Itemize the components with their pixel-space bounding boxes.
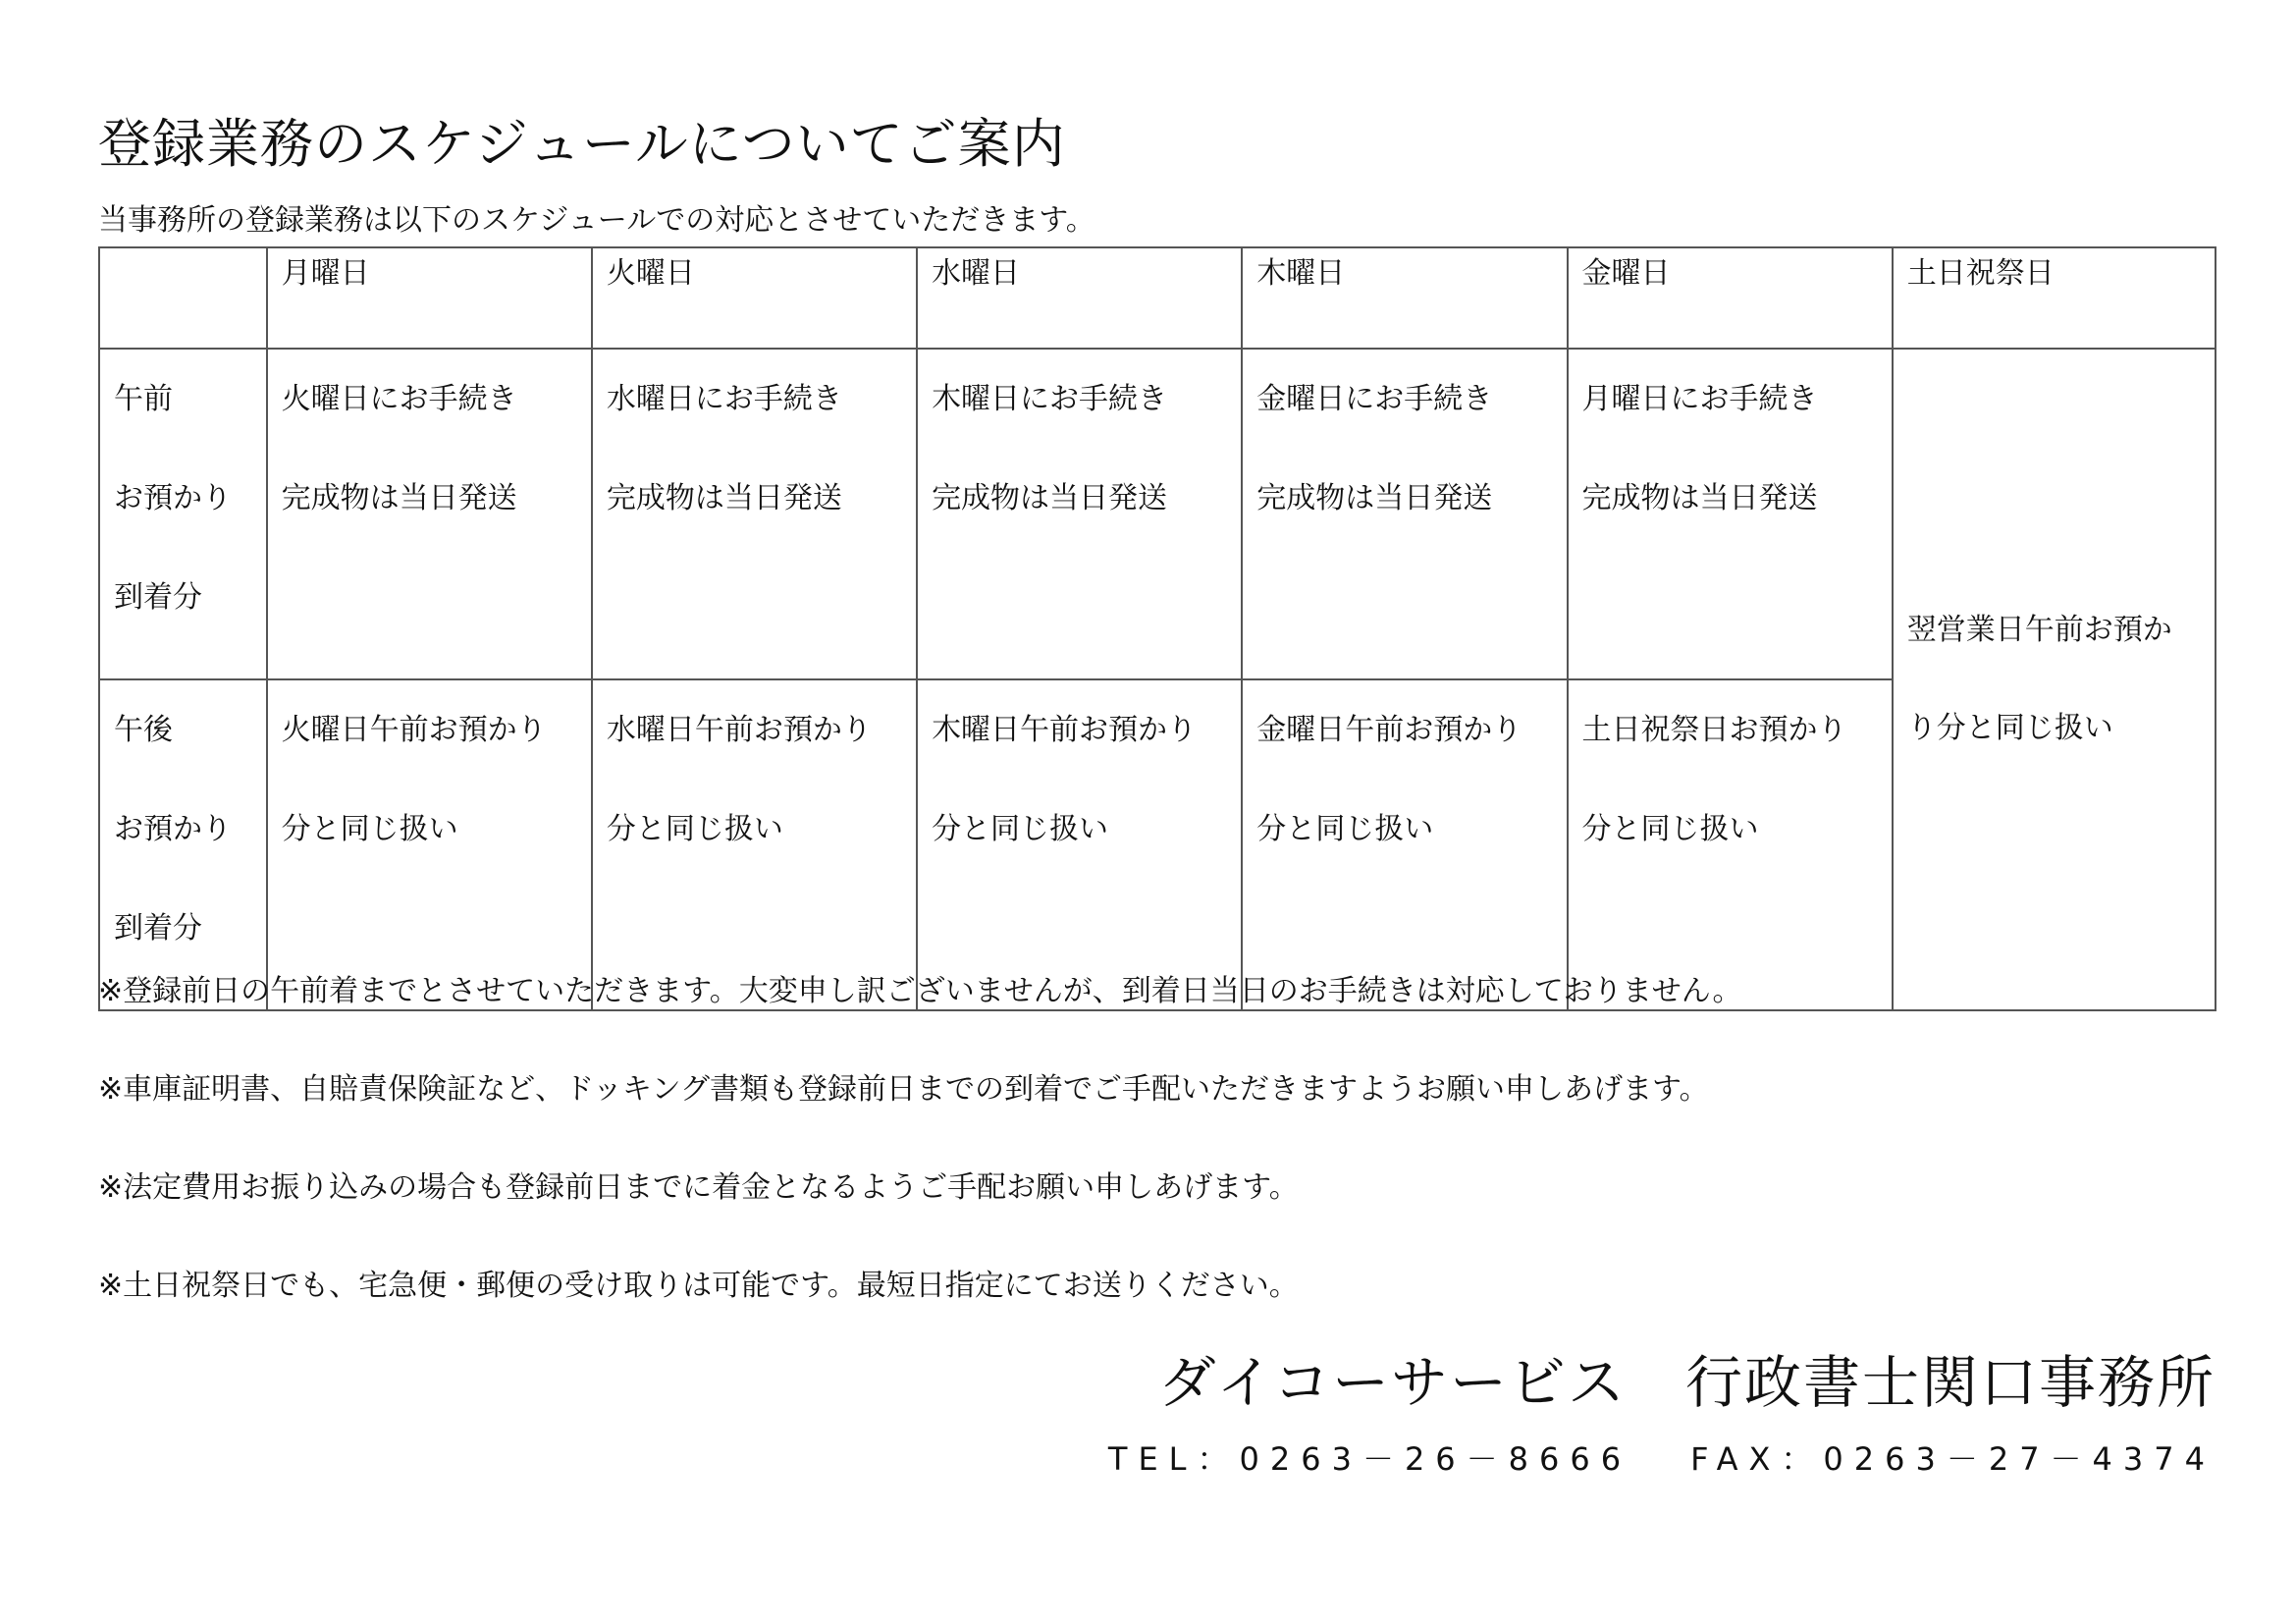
am-friday-cell	[1568, 349, 1893, 679]
note-1: ※登録前日の午前着までとさせていただきます。大変申し訳ございませんが、到着日当日のお手続きは対応しておりません。	[98, 974, 1742, 1008]
schedule-table	[98, 246, 2216, 1011]
tel-number: TEL：0263－26－8666	[1107, 1440, 1632, 1478]
cell-line: 完成物は当日発送	[1581, 481, 1818, 515]
label-line: お預かり	[114, 481, 232, 515]
company-name: ダイコーサービス 行政書士関口事務所	[1158, 1349, 2216, 1416]
merged-line: 翌営業日午前お預か	[1906, 613, 2172, 647]
intro-text: 当事務所の登録業務は以下のスケジュールでの対応とさせていただきます。	[98, 203, 1095, 238]
header-monday: 月曜日	[267, 247, 592, 349]
header-wednesday: 水曜日	[917, 247, 1242, 349]
cell-line: 土日祝祭日お預かり	[1581, 713, 1847, 747]
contact-line	[1108, 1439, 2216, 1479]
am-monday-cell	[267, 349, 592, 679]
cell-line: 木曜日午前お預かり	[932, 713, 1198, 747]
weekend-merged-cell	[1893, 349, 2216, 1010]
pm-monday-cell	[267, 679, 592, 1010]
am-row	[99, 349, 2216, 679]
cell-line: 完成物は当日発送	[281, 481, 517, 515]
am-tuesday-cell	[592, 349, 917, 679]
note-3: ※法定費用お振り込みの場合も登録前日までに着金となるようご手配お願い申しあげます。	[98, 1170, 1299, 1205]
header-friday: 金曜日	[1568, 247, 1893, 349]
cell-line: 完成物は当日発送	[932, 481, 1168, 515]
cell-line: 月曜日にお手続き	[1581, 382, 1818, 416]
header-corner	[99, 247, 267, 349]
cell-line: 完成物は当日発送	[606, 481, 842, 515]
pm-tuesday-cell	[592, 679, 917, 1010]
pm-row-label	[99, 679, 267, 1010]
cell-line: 火曜日午前お預かり	[281, 713, 547, 747]
am-wednesday-cell	[917, 349, 1242, 679]
cell-line: 木曜日にお手続き	[932, 382, 1168, 416]
cell-line: 金曜日午前お預かり	[1256, 713, 1522, 747]
cell-line: 分と同じ扱い	[1581, 812, 1759, 846]
label-line: 午後	[114, 713, 173, 747]
cell-line: 水曜日にお手続き	[606, 382, 842, 416]
header-weekend-holiday: 土日祝祭日	[1893, 247, 2216, 349]
header-tuesday: 火曜日	[592, 247, 917, 349]
cell-line: 火曜日にお手続き	[281, 382, 517, 416]
cell-line: 水曜日午前お預かり	[606, 713, 872, 747]
page-title: 登録業務のスケジュールについてご案内	[98, 113, 1066, 175]
cell-line: 完成物は当日発送	[1256, 481, 1493, 515]
header-row	[99, 247, 2216, 349]
note-2: ※車庫証明書、自賠責保険証など、ドッキング書類も登録前日までの到着でご手配いただきますようお願い申しあげます。	[98, 1072, 1709, 1107]
pm-thursday-cell	[1242, 679, 1567, 1010]
fax-number: FAX：0263－27－4374	[1690, 1440, 2216, 1478]
label-line: 午前	[114, 382, 173, 416]
merged-line: り分と同じ扱い	[1906, 711, 2113, 745]
header-thursday: 木曜日	[1242, 247, 1567, 349]
pm-friday-cell	[1568, 679, 1893, 1010]
label-line: お預かり	[114, 812, 232, 846]
am-row-label	[99, 349, 267, 679]
cell-line: 分と同じ扱い	[281, 812, 458, 846]
note-4: ※土日祝祭日でも、宅急便・郵便の受け取りは可能です。最短日指定にてお送りください。	[98, 1269, 1299, 1303]
pm-wednesday-cell	[917, 679, 1242, 1010]
cell-line: 金曜日にお手続き	[1256, 382, 1493, 416]
cell-line: 分と同じ扱い	[606, 812, 783, 846]
cell-line: 分と同じ扱い	[932, 812, 1109, 846]
label-line: 到着分	[114, 580, 202, 615]
am-thursday-cell	[1242, 349, 1567, 679]
cell-line: 分と同じ扱い	[1256, 812, 1434, 846]
label-line: 到着分	[114, 911, 202, 946]
